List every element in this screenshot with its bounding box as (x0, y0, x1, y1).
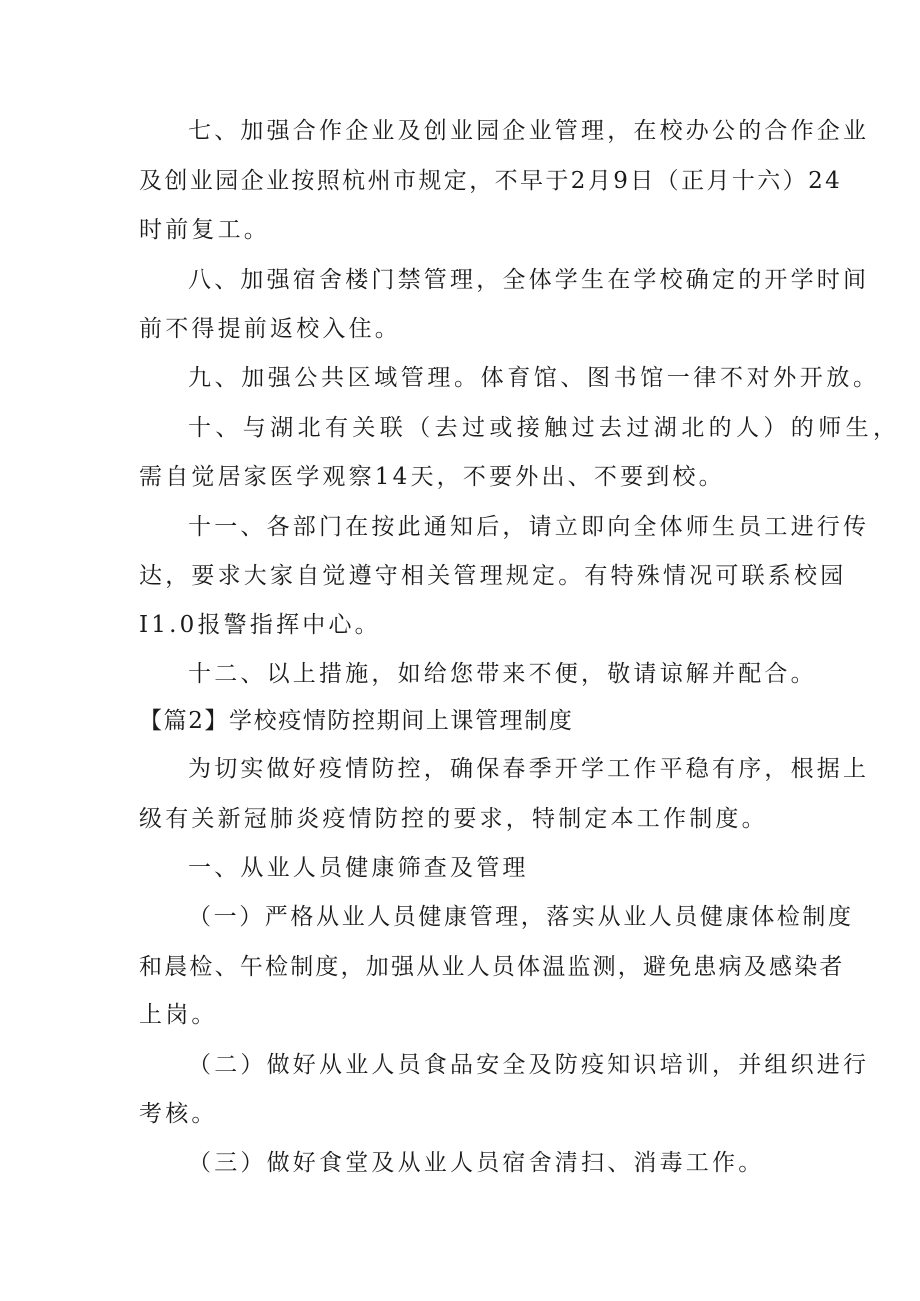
item-1-line-1: （一）严格从业人员健康管理，落实从业人员健康体检制度 (188, 904, 854, 930)
paragraph-9-line-1: 九、加强公共区域管理。体育馆、图书馆一律不对外开放。 (188, 365, 880, 391)
item-2-line-2: 考核。 (139, 1101, 218, 1127)
item-1-line-3: 上岗。 (139, 1002, 218, 1028)
intro-line-1: 为切实做好疫情防控，确保春季开学工作平稳有序，根据上 (188, 756, 870, 782)
paragraph-10-line-1: 十、与湖北有关联（去过或接触过去过湖北的人）的师生， (188, 415, 901, 441)
paragraph-12-line-1: 十二、以上措施，如给您带来不便，敬请谅解并配合。 (188, 661, 817, 687)
paragraph-7-line-3: 时前复工。 (139, 217, 270, 243)
paragraph-8-line-2: 前不得提前返校入住。 (139, 316, 401, 342)
paragraph-8-line-1: 八、加强宿舍楼门禁管理，全体学生在学校确定的开学时间 (188, 267, 870, 293)
item-1-line-2: 和晨检、午检制度，加强从业人员体温监测，避免患病及感染者 (139, 954, 845, 980)
paragraph-11-line-1: 十一、各部门在按此通知后，请立即向全体师生员工进行传 (188, 514, 870, 540)
intro-line-2: 级有关新冠肺炎疫情防控的要求，特制定本工作制度。 (139, 806, 768, 832)
item-2-line-1: （二）做好从业人员食品安全及防疫知识培训，并组织进行 (188, 1052, 870, 1078)
paragraph-10-line-2: 需自觉居家医学观察14天，不要外出、不要到校。 (139, 464, 725, 490)
paragraph-11-line-3: I1.0报警指挥中心。 (139, 612, 381, 638)
section-1-title: 一、从业人员健康筛查及管理 (188, 855, 529, 881)
paragraph-11-line-2: 达，要求大家自觉遵守相关管理规定。有特殊情况可联系校园 (139, 563, 847, 589)
item-3-line-1: （三）做好食堂及从业人员宿舍清扫、消毒工作。 (188, 1150, 765, 1176)
paragraph-7-line-1: 七、加强合作企业及创业园企业管理，在校办公的合作企业 (188, 118, 870, 144)
paragraph-7-line-2: 及创业园企业按照杭州市规定，不早于2月9日（正月十六）24 (139, 168, 843, 194)
section-heading: 【篇2】学校疫情防控期间上课管理制度 (139, 708, 574, 734)
